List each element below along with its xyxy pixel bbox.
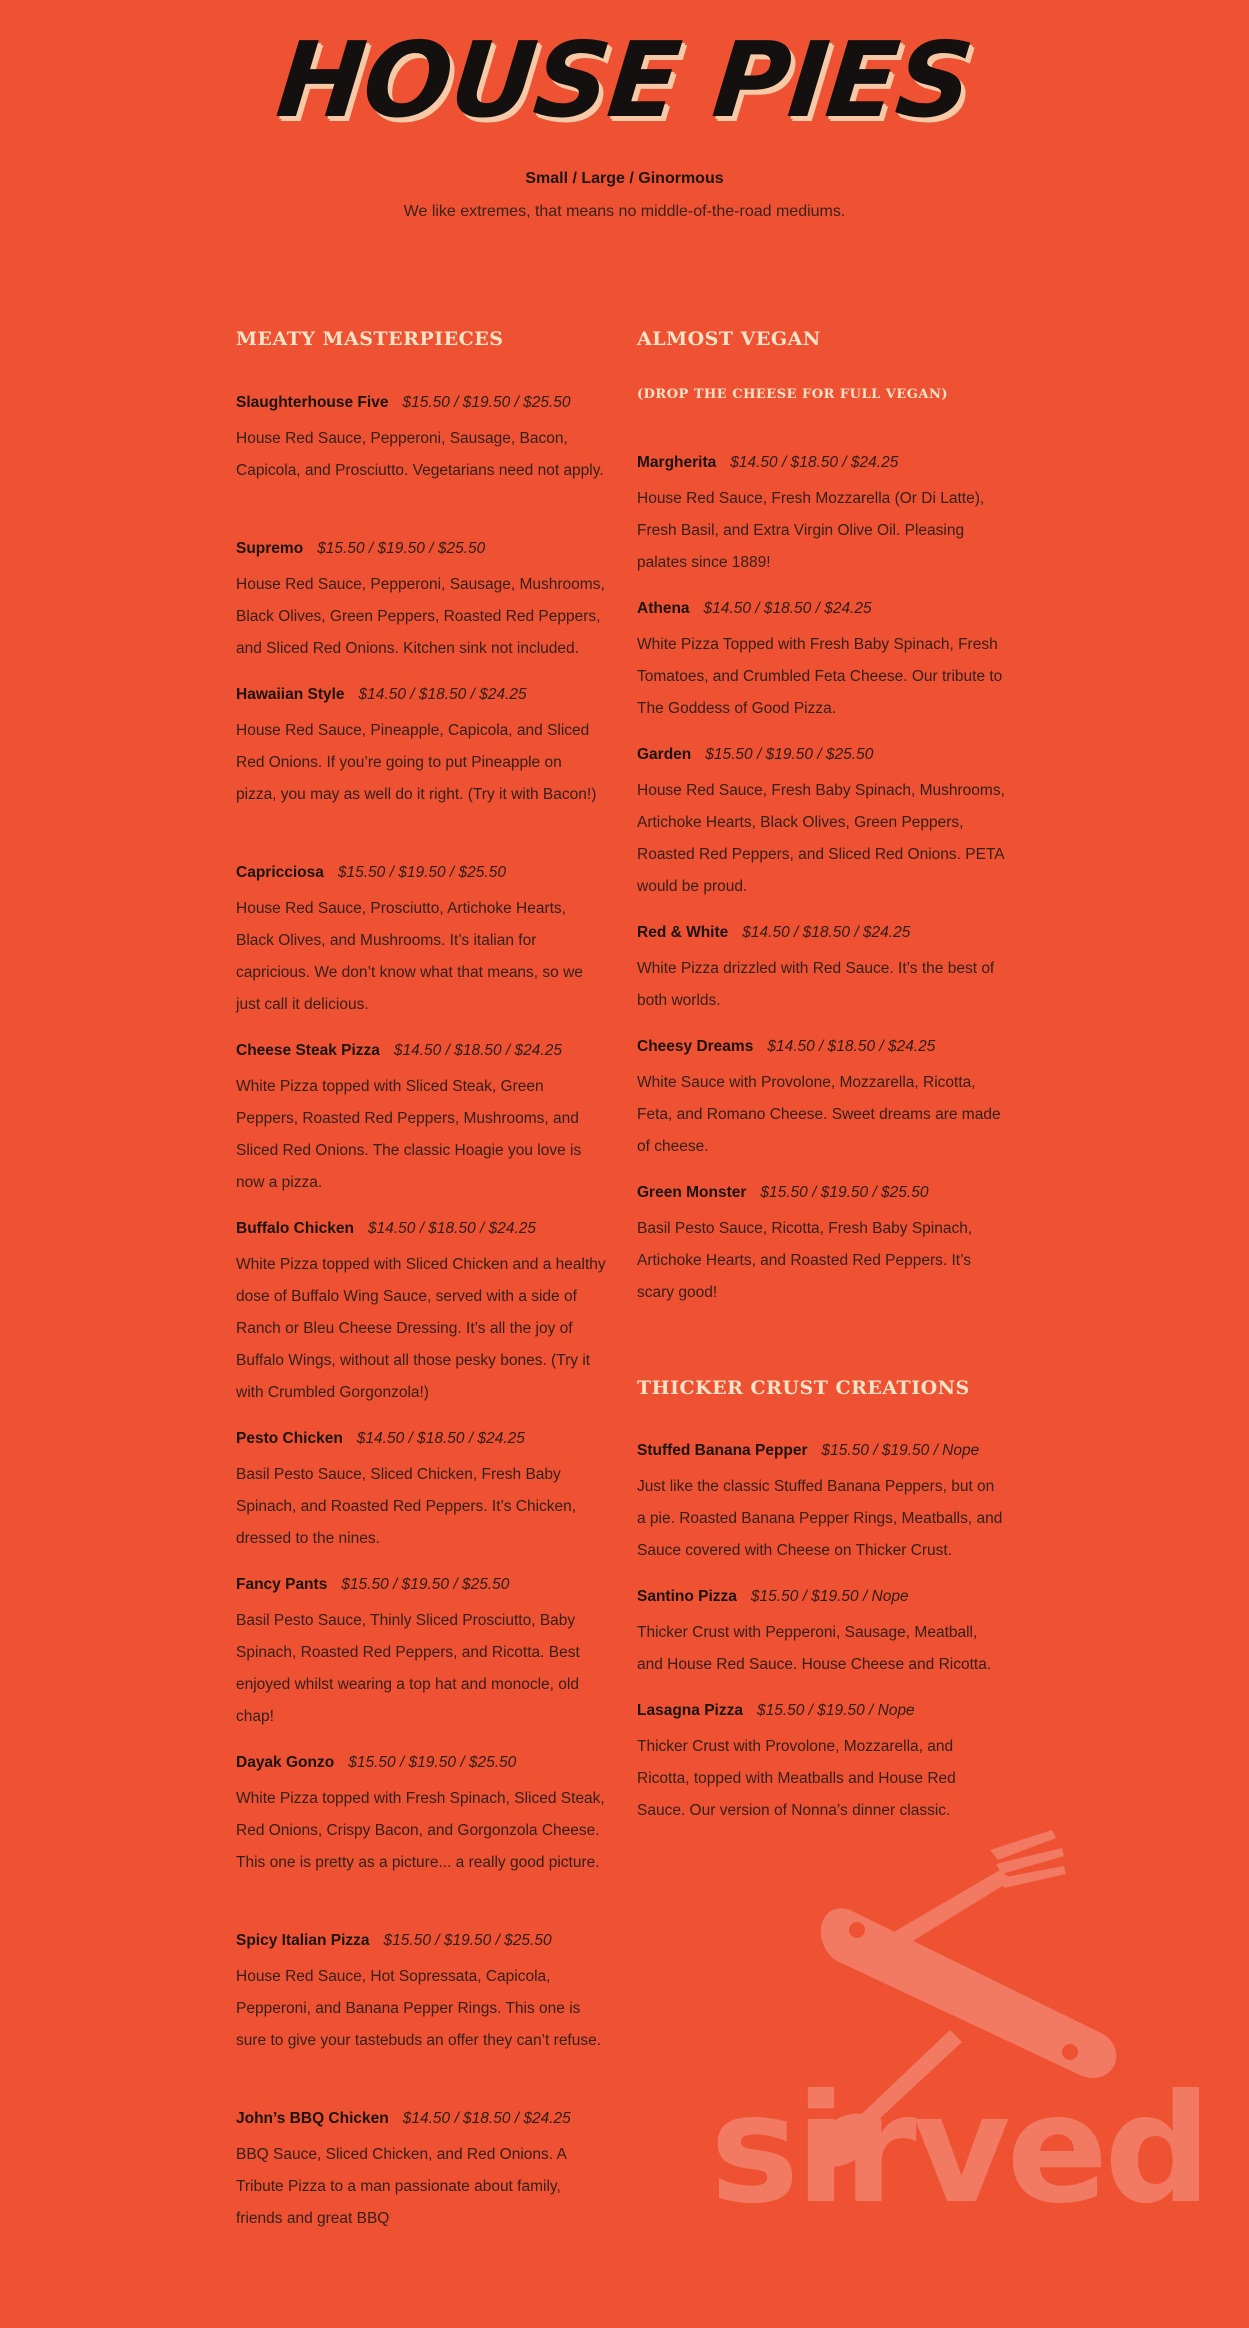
item-price: $15.50 / $19.50 / Nope — [750, 1588, 909, 1605]
item-price: $15.50 / $19.50 / $25.50 — [348, 1754, 517, 1771]
menu-item — [236, 685, 606, 811]
item-name: Buffalo Chicken — [236, 1220, 354, 1237]
page-title: HOUSE PIES — [271, 19, 978, 141]
item-price: $14.50 / $18.50 / $24.25 — [358, 686, 527, 703]
section-note-vegan: (DROP THE CHEESE FOR FULL VEGAN) — [637, 387, 948, 402]
item-description: BBQ Sauce, Sliced Chicken, and Red Onions. A Tribute Pizza to a man passionate about family, friends and great BBQ — [236, 2146, 566, 2227]
item-name: Green Monster — [637, 1184, 747, 1201]
item-price: $15.50 / $19.50 / $25.50 — [317, 540, 486, 557]
item-name: John’s BBQ Chicken — [236, 2110, 389, 2127]
item-price: $15.50 / $19.50 / $25.50 — [383, 1932, 552, 1949]
menu-item — [236, 863, 606, 1021]
item-name: Red & White — [637, 924, 729, 941]
item-name: Capricciosa — [236, 864, 324, 881]
item-description: Basil Pesto Sauce, Ricotta, Fresh Baby Spinach, Artichoke Hearts, and Roasted Red Peppers. It’s scary good! — [637, 1220, 973, 1301]
item-description: White Pizza topped with Fresh Spinach, Sliced Steak, Red Onions, Crispy Bacon, and Gorgonzola Cheese. This one is pretty as a picture... a really good picture. — [236, 1790, 605, 1871]
section-title-vegan: ALMOST VEGAN — [637, 328, 821, 350]
item-description: House Red Sauce, Hot Sopressata, Capicola, Pepperoni, and Banana Pepper Rings. This one is sure to give your tastebuds an offer they can’t refuse. — [236, 1968, 602, 2049]
item-name: Slaughterhouse Five — [236, 394, 389, 411]
item-name: Hawaiian Style — [236, 686, 345, 703]
section-title-thicker: THICKER CRUST CREATIONS — [637, 1377, 970, 1399]
item-price: $15.50 / $19.50 / $25.50 — [341, 1576, 510, 1593]
item-description: Thicker Crust with Provolone, Mozzarella, and Ricotta, topped with Meatballs and House Red Sauce. Our version of Nonna’s dinner classic. — [637, 1738, 956, 1819]
item-description: Just like the classic Stuffed Banana Peppers, but on a pie. Roasted Banana Pepper Rings, Meatballs, and Sauce covered with Cheese on Thicker Crust. — [637, 1478, 1003, 1559]
item-name: Pesto Chicken — [236, 1430, 343, 1447]
menu-item — [236, 393, 606, 487]
item-description: House Red Sauce, Prosciutto, Artichoke Hearts, Black Olives, and Mushrooms. It’s italian for capricious. We don’t know what that means, so we just call it delicious. — [236, 900, 583, 1013]
section-title-meaty: MEATY MASTERPIECES — [236, 328, 504, 350]
item-name: Margherita — [637, 454, 717, 471]
item-description: White Pizza drizzled with Red Sauce. It’s the best of both worlds. — [637, 960, 995, 1009]
item-price: $14.50 / $18.50 / $24.25 — [402, 2110, 571, 2127]
item-price: $15.50 / $19.50 / $25.50 — [760, 1184, 929, 1201]
item-description: White Pizza Topped with Fresh Baby Spinach, Fresh Tomatoes, and Crumbled Feta Cheese. Our tribute to The Goddess of Good Pizza. — [637, 636, 1003, 717]
menu-item — [236, 539, 606, 665]
sirved-watermark — [700, 1830, 1208, 2250]
item-name: Cheesy Dreams — [637, 1038, 754, 1055]
menu-item — [637, 453, 1007, 579]
menu-item — [637, 923, 1007, 1017]
menu-item — [236, 2109, 606, 2235]
menu-item — [637, 1183, 1007, 1309]
item-price: $14.50 / $18.50 / $24.25 — [730, 454, 899, 471]
item-description: House Red Sauce, Pepperoni, Sausage, Bacon, Capicola, and Prosciutto. Vegetarians need not apply. — [236, 430, 604, 479]
item-description: House Red Sauce, Fresh Mozzarella (Or Di Latte), Fresh Basil, and Extra Virgin Olive Oil. Pleasing palates since 1889! — [637, 490, 985, 571]
item-name: Athena — [637, 600, 690, 617]
menu-item — [637, 1587, 1007, 1681]
menu-item — [637, 1441, 1007, 1567]
item-name: Dayak Gonzo — [236, 1754, 335, 1771]
item-price: $14.50 / $18.50 / $24.25 — [703, 600, 872, 617]
menu-item — [236, 1931, 606, 2057]
item-price: $15.50 / $19.50 / $25.50 — [705, 746, 874, 763]
item-description: Basil Pesto Sauce, Thinly Sliced Prosciutto, Baby Spinach, Roasted Red Peppers, and Ricotta. Best enjoyed whilst wearing a top hat and monocle, old chap! — [236, 1612, 580, 1725]
menu-item — [637, 599, 1007, 725]
menu-item — [236, 1219, 606, 1409]
item-description: Thicker Crust with Pepperoni, Sausage, Meatball, and House Red Sauce. House Cheese and Ricotta. — [637, 1624, 992, 1673]
item-name: Lasagna Pizza — [637, 1702, 743, 1719]
tagline: We like extremes, that means no middle-of-the-road mediums. — [403, 203, 846, 220]
size-options: Small / Large / Ginormous — [525, 170, 724, 187]
item-description: Basil Pesto Sauce, Sliced Chicken, Fresh Baby Spinach, and Roasted Red Peppers. It’s Chicken, dressed to the nines. — [236, 1466, 577, 1547]
menu-item — [637, 1037, 1007, 1163]
item-name: Cheese Steak Pizza — [236, 1042, 380, 1059]
item-price: $15.50 / $19.50 / Nope — [756, 1702, 915, 1719]
menu-item — [236, 1429, 606, 1555]
menu-item — [236, 1041, 606, 1199]
item-name: Fancy Pants — [236, 1576, 328, 1593]
item-name: Spicy Italian Pizza — [236, 1932, 370, 1949]
menu-item — [236, 1575, 606, 1733]
item-name: Supremo — [236, 540, 304, 557]
item-price: $15.50 / $19.50 / $25.50 — [402, 394, 571, 411]
item-name: Santino Pizza — [637, 1588, 737, 1605]
item-description: House Red Sauce, Fresh Baby Spinach, Mushrooms, Artichoke Hearts, Black Olives, Green Peppers, Roasted Red Peppers, and Sliced Red Onions. PETA would be proud. — [637, 782, 1005, 895]
item-description: White Pizza topped with Sliced Steak, Green Peppers, Roasted Red Peppers, Mushrooms, and Sliced Red Onions. The classic Hoagie you love is now a pizza. — [236, 1078, 582, 1191]
item-price: $14.50 / $18.50 / $24.25 — [742, 924, 911, 941]
item-description: House Red Sauce, Pineapple, Capicola, and Sliced Red Onions. If you’re going to put Pineapple on pizza, you may as well do it right. (Try it with Bacon!) — [236, 722, 597, 803]
item-description: White Pizza topped with Sliced Chicken and a healthy dose of Buffalo Wing Sauce, served with a side of Ranch or Bleu Cheese Dressing. It’s all the joy of Buffalo Wings, without all those pesky bones. (Try it with Crumbled Gorgonzola!) — [236, 1256, 606, 1401]
item-price: $14.50 / $18.50 / $24.25 — [393, 1042, 562, 1059]
item-description: House Red Sauce, Pepperoni, Sausage, Mushrooms, Black Olives, Green Peppers, Roasted Red Peppers, and Sliced Red Onions. Kitchen sink not included. — [236, 576, 605, 657]
item-price: $14.50 / $18.50 / $24.25 — [767, 1038, 936, 1055]
item-price: $15.50 / $19.50 / $25.50 — [337, 864, 506, 881]
menu-item — [236, 1753, 606, 1879]
item-name: Stuffed Banana Pepper — [637, 1442, 808, 1459]
item-price: $14.50 / $18.50 / $24.25 — [356, 1430, 525, 1447]
item-price: $14.50 / $18.50 / $24.25 — [367, 1220, 537, 1237]
item-name: Garden — [637, 746, 692, 763]
item-price: $15.50 / $19.50 / Nope — [821, 1442, 980, 1459]
item-description: White Sauce with Provolone, Mozzarella, Ricotta, Feta, and Romano Cheese. Sweet dreams are made of cheese. — [637, 1074, 1001, 1155]
menu-item — [637, 1701, 1007, 1827]
menu-item — [637, 745, 1007, 903]
watermark-text: sirved — [710, 2063, 1208, 2237]
